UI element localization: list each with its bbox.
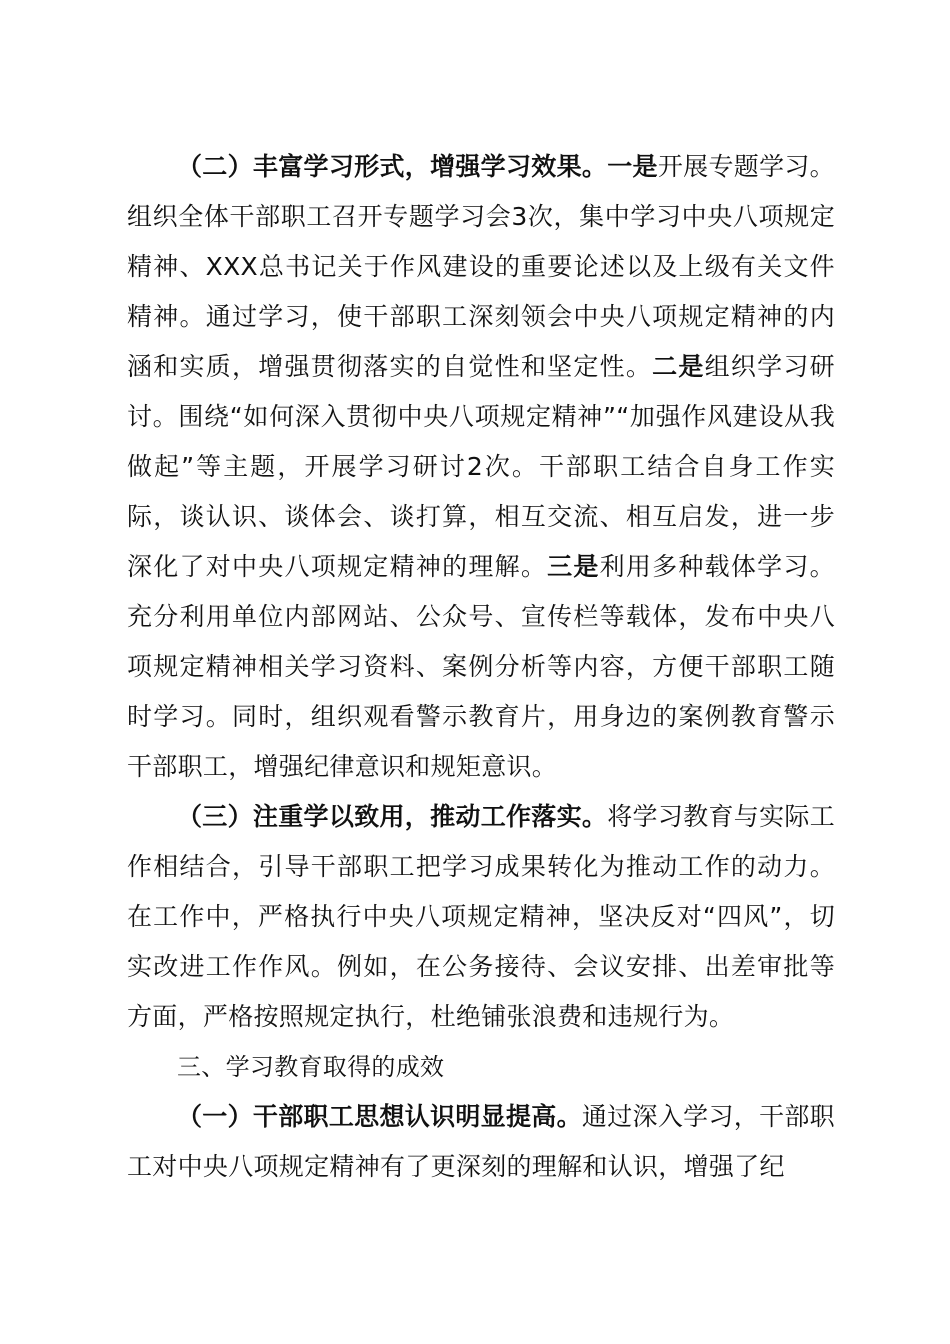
- document-body: [127, 142, 835, 1192]
- paragraph-apply-learning: [127, 792, 835, 1042]
- point-label-2: 二是: [652, 352, 705, 381]
- paragraph-study-forms: [127, 142, 835, 792]
- point-text-2: 组织学习研讨。围绕“如何深入贯彻中央八项规定精神”“加强作风建设从我做起”等主题，开展学习研讨2次。干部职工结合自身工作实际，谈认识、谈体会、谈打算，相互交流、相互启发，进一步深化了对中央八项规定精神的理解。: [127, 352, 835, 581]
- point-text-1: 开展专题学习。组织全体干部职工召开专题学习会3次，集中学习中央八项规定精神、XXX总书记关于作风建设的重要论述以及上级有关文件精神。通过学习，使干部职工深刻领会中央八项规定精神的内涵和实质，增强贯彻落实的自觉性和坚定性。: [127, 152, 835, 381]
- chapter-heading-results: [127, 1042, 835, 1092]
- paragraph-text: 将学习教育与实际工作相结合，引导干部职工把学习成果转化为推动工作的动力。在工作中，严格执行中央八项规定精神，坚决反对“四风”，切实改进工作作风。例如，在公务接待、会议安排、出差审批等方面，严格按照规定执行，杜绝铺张浪费和违规行为。: [127, 802, 835, 1031]
- section-heading-1: （一）干部职工思想认识明显提高。: [177, 1102, 582, 1131]
- point-label-3: 三是: [547, 552, 600, 581]
- point-text-3: 利用多种载体学习。充分利用单位内部网站、公众号、宣传栏等载体，发布中央八项规定精神相关学习资料、案例分析等内容，方便干部职工随时学习。同时，组织观看警示教育片，用身边的案例教育警示干部职工，增强纪律意识和规矩意识。: [127, 552, 835, 781]
- point-label-1: 一是: [607, 152, 658, 181]
- paragraph-text: 通过深入学习，干部职工对中央八项规定精神有了更深刻的理解和认识，增强了纪: [127, 1102, 835, 1181]
- section-heading-2: （二）丰富学习形式，增强学习效果。: [177, 152, 608, 181]
- paragraph-awareness: [127, 1092, 835, 1192]
- chapter-heading-text: 三、学习教育取得的成效: [177, 1053, 445, 1081]
- section-heading-3: （三）注重学以致用，推动工作落实。: [177, 802, 608, 831]
